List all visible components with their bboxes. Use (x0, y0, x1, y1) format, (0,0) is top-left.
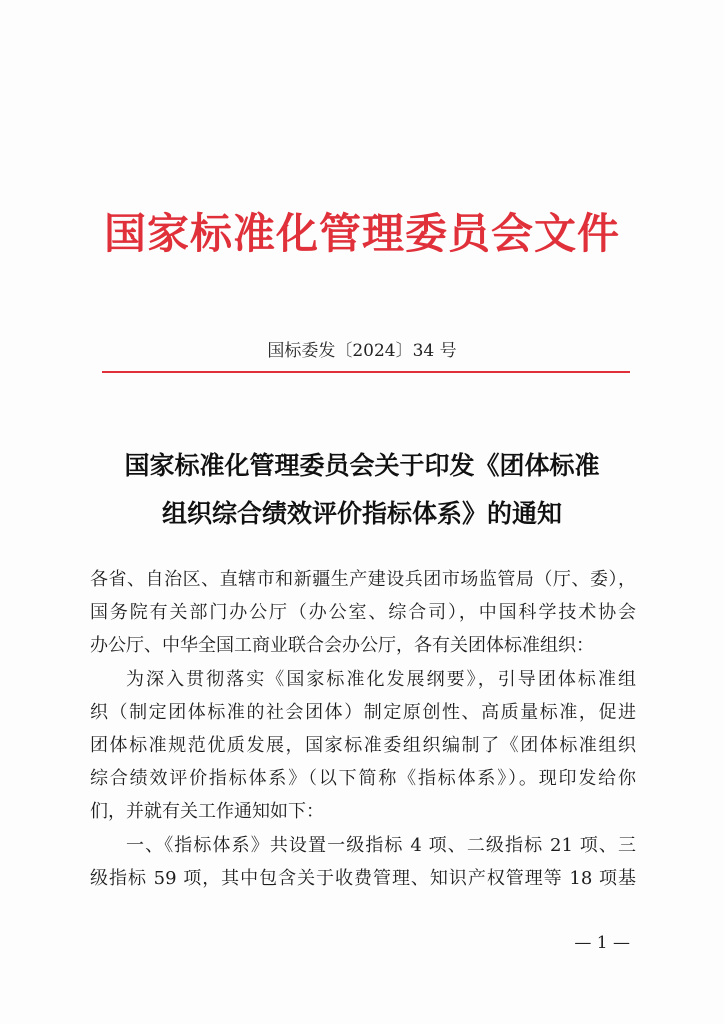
body-line: 国务院有关部门办公厅（办公室、综合司），中国科学技术协会 (90, 602, 636, 624)
body-line: 团体标准规范优质发展，国家标准委组织编制了《团体标准组织 (90, 735, 636, 757)
red-separator-line (102, 371, 630, 373)
body-line: 织（制定团体标准的社会团体）制定原创性、高质量标准，促进 (90, 701, 636, 723)
document-number: 国标委发〔2024〕34 号 (267, 341, 457, 361)
body-line: 办公厅、中华全国工商业联合会办公厅，各有关团体标准组织： (90, 635, 594, 657)
document-masthead: 国家标准化管理委员会文件 (103, 209, 620, 258)
notice-title-line-2: 组织综合绩效评价指标体系》的通知 (161, 499, 562, 528)
body-line: 为深入贯彻落实《国家标准化发展纲要》，引导团体标准组 (126, 668, 636, 690)
notice-title (60, 442, 664, 538)
notice-title-line-1: 国家标准化管理委员会关于印发《团体标准 (124, 451, 600, 480)
body-line: 综合绩效评价指标体系》（以下简称《指标体系》）。现印发给你 (90, 768, 636, 790)
body-line: 级指标 59 项，其中包含关于收费管理、知识产权管理等 18 项基 (90, 867, 636, 889)
body-line: 各省、自治区、直辖市和新疆生产建设兵团市场监管局（厅、委）， (90, 569, 636, 590)
body-line: 一、《指标体系》共设置一级指标 4 项、二级指标 21 项、三 (126, 834, 636, 856)
page-number: — 1 — (574, 933, 630, 953)
notice-body (90, 563, 636, 895)
body-line: 们，并就有关工作通知如下： (90, 801, 324, 823)
